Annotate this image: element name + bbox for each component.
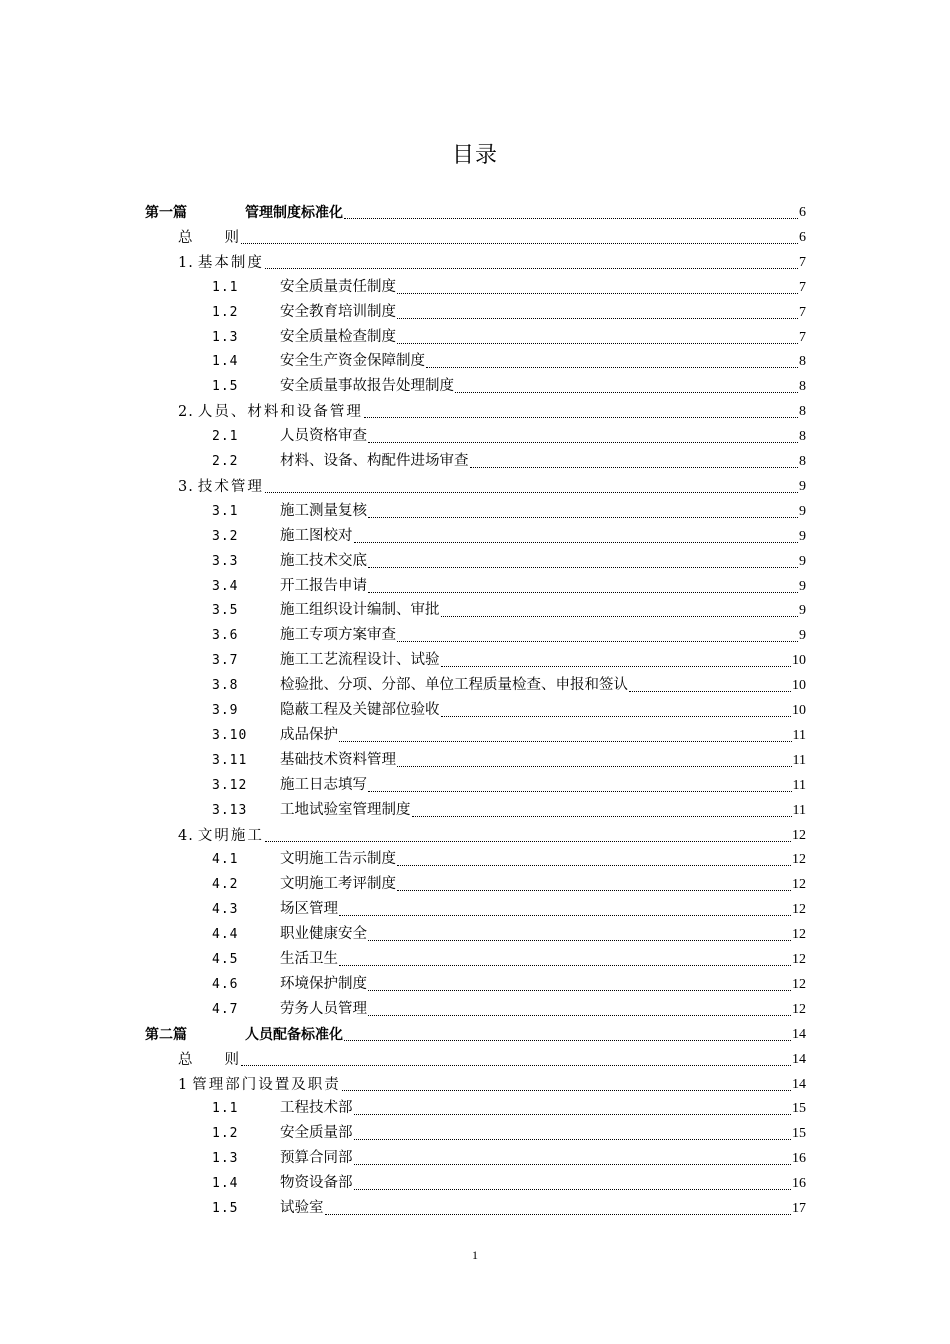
page-title: 目录 xyxy=(451,143,498,168)
toc-section-entry[interactable] xyxy=(212,499,806,521)
toc-page-number: 12 xyxy=(792,976,806,992)
toc-entry-number: 3.1 xyxy=(212,503,239,519)
toc-page-number: 11 xyxy=(792,727,806,743)
toc-entry-label xyxy=(212,701,440,720)
toc-entry-title: 人员配备标准化 xyxy=(245,1026,343,1043)
toc-page-number: 8 xyxy=(799,379,806,395)
toc-entry-label xyxy=(212,452,469,471)
toc-section-entry[interactable] xyxy=(212,698,806,720)
toc-dot-leader xyxy=(342,1086,791,1091)
toc-section-entry[interactable] xyxy=(212,300,806,322)
toc-entry-label xyxy=(145,204,343,222)
toc-chapter-entry[interactable] xyxy=(178,474,806,496)
toc-section-entry[interactable] xyxy=(212,872,806,894)
toc-entry-label xyxy=(212,577,367,596)
toc-section-entry[interactable] xyxy=(212,1146,806,1168)
toc-entry-title: 安全质量事故报告处理制度 xyxy=(280,378,454,395)
toc-entry-title: 劳务人员管理 xyxy=(280,1000,367,1017)
toc-page-number: 9 xyxy=(799,478,806,494)
toc-entry-title: 施工专项方案审查 xyxy=(280,627,396,644)
toc-section-entry[interactable] xyxy=(212,1196,806,1218)
toc-entry-number: 1.1 xyxy=(212,1101,239,1117)
toc-page-number: 8 xyxy=(799,429,806,445)
toc-chapter-entry[interactable] xyxy=(178,250,806,272)
toc-entry-number: 4.6 xyxy=(212,976,239,992)
toc-section-entry[interactable] xyxy=(212,972,806,994)
toc-page-number: 14 xyxy=(792,1076,806,1092)
toc-dot-leader xyxy=(397,637,798,642)
toc-entry-label xyxy=(178,1076,341,1094)
toc-entry-label xyxy=(212,626,396,645)
toc-entry-number: 1.4 xyxy=(212,1176,239,1192)
toc-page-number: 14 xyxy=(792,1051,806,1067)
toc-dot-leader xyxy=(368,787,792,792)
toc-dot-leader xyxy=(368,513,798,518)
toc-page-number: 10 xyxy=(792,653,806,669)
toc-dot-leader xyxy=(368,438,798,443)
toc-page-number: 7 xyxy=(799,329,806,345)
toc-entry-title: 基本制度 xyxy=(197,254,264,271)
toc-entry-number: 3.11 xyxy=(212,752,248,768)
toc-entry-label xyxy=(212,377,454,396)
toc-entry-label xyxy=(178,229,240,247)
toc-entry-number: 3.12 xyxy=(212,777,248,793)
toc-entry-number: 3.9 xyxy=(212,703,239,718)
toc-section-entry[interactable] xyxy=(212,325,806,347)
toc-page-number: 6 xyxy=(799,229,806,245)
toc-section-entry[interactable] xyxy=(212,798,806,820)
toc-entry-label xyxy=(212,651,440,670)
toc-entry-title: 隐蔽工程及关键部位验收 xyxy=(280,702,440,718)
toc-entry-title: 检验批、分项、分部、单位工程质量检查、申报和签认 xyxy=(280,677,628,694)
toc-entry-number: 4.7 xyxy=(212,1001,239,1017)
toc-page-number: 7 xyxy=(799,254,806,270)
toc-entry-number: 1 xyxy=(178,1076,189,1093)
toc-entry-title: 施工技术交底 xyxy=(280,552,367,569)
toc-page-number: 7 xyxy=(799,304,806,320)
toc-entry-label xyxy=(145,1026,343,1044)
toc-section-entry[interactable] xyxy=(212,897,806,919)
toc-section-entry[interactable] xyxy=(212,275,806,297)
toc-entry-title: 开工报告申请 xyxy=(280,577,367,594)
toc-page-number: 11 xyxy=(792,752,806,768)
toc-page-number: 16 xyxy=(792,1176,806,1192)
toc-chapter-entry[interactable] xyxy=(178,1047,806,1069)
toc-page-number: 11 xyxy=(792,777,806,793)
toc-entry-label xyxy=(212,850,396,869)
toc-entry-title: 物资设备部 xyxy=(280,1175,353,1192)
toc-entry-number: 1.3 xyxy=(212,329,239,345)
toc-entry-label xyxy=(212,552,367,571)
toc-entry-number: 4.4 xyxy=(212,927,239,943)
toc-page-number: 8 xyxy=(799,454,806,469)
toc-entry-label xyxy=(212,975,367,994)
toc-entry-number: 3.6 xyxy=(212,628,239,644)
toc-dot-leader xyxy=(441,612,799,617)
toc-entry-label xyxy=(178,827,264,845)
toc-chapter-entry[interactable] xyxy=(178,823,806,845)
toc-entry-title: 管理部门设置及职责 xyxy=(192,1076,341,1093)
toc-entry-label xyxy=(212,676,628,695)
toc-chapter-entry[interactable] xyxy=(178,1072,806,1094)
toc-dot-leader xyxy=(397,289,798,294)
toc-chapter-entry[interactable] xyxy=(178,225,806,247)
toc-page-number: 9 xyxy=(799,503,806,519)
toc-entry-label xyxy=(212,352,425,371)
toc-entry-label xyxy=(212,601,440,620)
toc-dot-leader xyxy=(241,1061,791,1066)
toc-page-number: 12 xyxy=(792,877,806,893)
toc-dot-leader xyxy=(354,1185,792,1190)
toc-entry-number: 3.8 xyxy=(212,678,239,694)
toc-page-number: 17 xyxy=(792,1201,806,1216)
toc-section-entry[interactable] xyxy=(212,648,806,670)
toc-page-number: 12 xyxy=(792,902,806,918)
toc-page-number: 6 xyxy=(799,205,806,220)
toc-entry-number: 1.1 xyxy=(212,279,239,295)
toc-entry-number: 1.4 xyxy=(212,354,239,370)
toc-page-number: 8 xyxy=(799,354,806,370)
toc-dot-leader xyxy=(344,214,798,219)
toc-section-entry[interactable] xyxy=(212,574,806,596)
toc-entry-label xyxy=(212,925,367,944)
toc-dot-leader xyxy=(339,961,791,966)
toc-page-number: 12 xyxy=(792,827,806,843)
toc-entry-number: 2.1 xyxy=(212,429,239,445)
toc-entry-title: 安全生产资金保障制度 xyxy=(280,353,425,370)
toc-part-entry[interactable] xyxy=(145,1022,806,1044)
toc-page-number: 9 xyxy=(799,628,806,644)
toc-dot-leader xyxy=(354,1135,792,1140)
toc-entry-label xyxy=(212,328,396,347)
toc-page-number: 15 xyxy=(792,1101,806,1117)
toc-dot-leader xyxy=(325,1210,792,1215)
toc-dot-leader xyxy=(339,911,791,916)
toc-entry-number: 4.5 xyxy=(212,952,239,967)
toc-entry-title: 管理制度标准化 xyxy=(245,205,343,221)
toc-section-entry[interactable] xyxy=(212,1121,806,1143)
toc-entry-title: 施工图校对 xyxy=(280,527,353,544)
toc-entry-title: 材料、设备、构配件进场审查 xyxy=(280,453,469,469)
toc-entry-label xyxy=(212,502,367,521)
toc-dot-leader xyxy=(354,1110,792,1115)
toc-entry-number: 第一篇 xyxy=(145,205,187,221)
toc-entry-title: 人员资格审查 xyxy=(280,428,367,445)
toc-section-entry[interactable] xyxy=(212,673,806,695)
toc-dot-leader xyxy=(344,1036,791,1041)
toc-entry-number: 1.2 xyxy=(212,304,239,320)
toc-section-entry[interactable] xyxy=(212,349,806,371)
toc-entry-title: 安全质量责任制度 xyxy=(280,278,396,295)
page-number: 1 xyxy=(472,1248,478,1262)
toc-dot-leader xyxy=(354,1160,792,1165)
toc-dot-leader xyxy=(397,762,792,767)
toc-page-number: 12 xyxy=(792,952,806,967)
toc-entry-label xyxy=(212,278,396,297)
toc-entry-label xyxy=(212,527,353,546)
toc-entry-number: 4. xyxy=(178,827,194,844)
toc-entry-title: 工地试验室管理制度 xyxy=(280,801,411,818)
toc-dot-leader xyxy=(368,936,791,941)
toc-dot-leader xyxy=(368,1011,791,1016)
toc-dot-leader xyxy=(455,388,798,393)
toc-entry-label xyxy=(212,751,396,770)
toc-entry-label xyxy=(178,254,264,272)
toc-entry-number: 4.1 xyxy=(212,852,239,868)
toc-dot-leader xyxy=(265,488,798,493)
toc-entry-label xyxy=(212,950,338,969)
toc-dot-leader xyxy=(441,712,792,717)
toc-entry-title: 施工工艺流程设计、试验 xyxy=(280,652,440,669)
toc-section-entry[interactable] xyxy=(212,598,806,620)
toc-entry-label xyxy=(178,478,264,496)
toc-page-number: 7 xyxy=(799,279,806,295)
toc-entry-label xyxy=(212,1000,367,1019)
toc-page-number: 9 xyxy=(799,603,806,619)
toc-section-entry[interactable] xyxy=(212,623,806,645)
toc-entry-label xyxy=(212,726,338,745)
toc-dot-leader xyxy=(368,986,791,991)
toc-page-number: 9 xyxy=(799,553,806,569)
toc-dot-leader xyxy=(368,588,798,593)
toc-entry-number: 4.3 xyxy=(212,902,239,918)
toc-entry-title: 预算合同部 xyxy=(280,1150,353,1167)
toc-entry-label xyxy=(212,1199,324,1218)
toc-entry-title: 职业健康安全 xyxy=(280,926,367,943)
toc-entry-number: 3.5 xyxy=(212,603,239,619)
toc-section-entry[interactable] xyxy=(212,723,806,745)
toc-page-number: 12 xyxy=(792,927,806,943)
toc-page-number: 15 xyxy=(792,1126,806,1142)
toc-entry-label xyxy=(212,900,338,919)
toc-page-number: 10 xyxy=(792,678,806,694)
toc-dot-leader xyxy=(470,463,799,468)
toc-entry-title: 施工组织设计编制、审批 xyxy=(280,602,440,619)
toc-page-number: 16 xyxy=(792,1151,806,1167)
toc-dot-leader xyxy=(629,687,791,692)
toc-entry-number: 总 则 xyxy=(178,229,240,246)
toc-entry-number: 1.2 xyxy=(212,1126,239,1142)
toc-entry-title: 安全教育培训制度 xyxy=(280,303,396,320)
toc-entry-title: 人员、材料和设备管理 xyxy=(197,404,363,421)
toc-page-number: 12 xyxy=(792,1001,806,1017)
toc-entry-number: 3.7 xyxy=(212,653,239,669)
toc-entry-title: 安全质量部 xyxy=(280,1125,353,1142)
toc-dot-leader xyxy=(397,861,791,866)
toc-entry-label xyxy=(212,1149,353,1168)
toc-entry-label xyxy=(178,1051,240,1069)
toc-page-number: 9 xyxy=(799,578,806,594)
toc-section-entry[interactable] xyxy=(212,449,806,471)
toc-page-number: 10 xyxy=(792,703,806,718)
toc-entry-title: 基础技术资料管理 xyxy=(280,751,396,768)
toc-dot-leader xyxy=(241,239,798,244)
toc-entry-title: 文明施工 xyxy=(197,827,264,844)
toc-part-entry[interactable] xyxy=(145,200,806,222)
toc-page-number: 11 xyxy=(792,802,806,818)
toc-section-entry[interactable] xyxy=(212,922,806,944)
toc-entry-label xyxy=(212,303,396,322)
toc-dot-leader xyxy=(265,264,798,269)
toc-dot-leader xyxy=(354,538,799,543)
toc-dot-leader xyxy=(368,563,798,568)
toc-entry-label xyxy=(212,1174,353,1193)
toc-entry-label xyxy=(212,1099,353,1118)
toc-entry-title: 文明施工告示制度 xyxy=(280,851,396,868)
toc-chapter-entry[interactable] xyxy=(178,399,806,421)
toc-section-entry[interactable] xyxy=(212,524,806,546)
toc-entry-label xyxy=(212,427,367,446)
toc-page-number: 14 xyxy=(792,1026,806,1042)
toc-entry-title: 文明施工考评制度 xyxy=(280,876,396,893)
toc-entry-title: 试验室 xyxy=(280,1200,324,1216)
toc-section-entry[interactable] xyxy=(212,1096,806,1118)
toc-section-entry[interactable] xyxy=(212,947,806,969)
toc-entry-number: 2. xyxy=(178,404,194,421)
toc-entry-title: 生活卫生 xyxy=(280,951,338,967)
toc-section-entry[interactable] xyxy=(212,847,806,869)
toc-dot-leader xyxy=(397,886,791,891)
toc-entry-number: 1.5 xyxy=(212,379,239,395)
toc-section-entry[interactable] xyxy=(212,1171,806,1193)
toc-section-entry[interactable] xyxy=(212,374,806,396)
toc-section-entry[interactable] xyxy=(212,748,806,770)
toc-entry-title: 成品保护 xyxy=(280,726,338,743)
toc-entry-number: 总 则 xyxy=(178,1051,240,1068)
toc-entry-number: 3.10 xyxy=(212,727,248,743)
toc-entry-number: 3.2 xyxy=(212,528,239,544)
toc-entry-title: 施工测量复核 xyxy=(280,502,367,519)
toc-page-number: 9 xyxy=(799,528,806,544)
toc-dot-leader xyxy=(364,413,798,418)
toc-dot-leader xyxy=(412,812,792,817)
toc-entry-label xyxy=(212,776,367,795)
toc-entry-title: 施工日志填写 xyxy=(280,776,367,793)
toc-entry-title: 安全质量检查制度 xyxy=(280,328,396,345)
toc-entry-label xyxy=(212,875,396,894)
toc-section-entry[interactable] xyxy=(212,773,806,795)
toc-entry-number: 第二篇 xyxy=(145,1026,187,1043)
toc-entry-number: 1. xyxy=(178,254,194,271)
toc-dot-leader xyxy=(426,363,798,368)
toc-entry-label xyxy=(212,801,411,820)
toc-entry-title: 环境保护制度 xyxy=(280,975,367,992)
toc-dot-leader xyxy=(265,837,791,842)
toc-section-entry[interactable] xyxy=(212,997,806,1019)
toc-entry-label xyxy=(178,403,363,421)
toc-page-number: 12 xyxy=(792,852,806,868)
toc-entry-title: 工程技术部 xyxy=(280,1100,353,1117)
toc-entry-number: 3.3 xyxy=(212,553,239,569)
toc-entry-number: 1.3 xyxy=(212,1151,239,1167)
toc-entry-title: 技术管理 xyxy=(197,478,264,495)
toc-dot-leader xyxy=(397,339,798,344)
toc-page-number: 8 xyxy=(799,404,806,420)
toc-section-entry[interactable] xyxy=(212,424,806,446)
toc-entry-label xyxy=(212,1124,353,1143)
toc-dot-leader xyxy=(441,662,792,667)
toc-dot-leader xyxy=(339,737,792,742)
toc-entry-number: 3.4 xyxy=(212,578,239,594)
toc-entry-number: 4.2 xyxy=(212,877,239,893)
toc-entry-title: 场区管理 xyxy=(280,901,338,918)
toc-entry-number: 1.5 xyxy=(212,1201,239,1216)
toc-dot-leader xyxy=(397,314,798,319)
toc-entry-number: 3.13 xyxy=(212,802,248,818)
toc-entry-number: 2.2 xyxy=(212,454,239,469)
toc-section-entry[interactable] xyxy=(212,549,806,571)
toc-entry-number: 3. xyxy=(178,478,194,495)
